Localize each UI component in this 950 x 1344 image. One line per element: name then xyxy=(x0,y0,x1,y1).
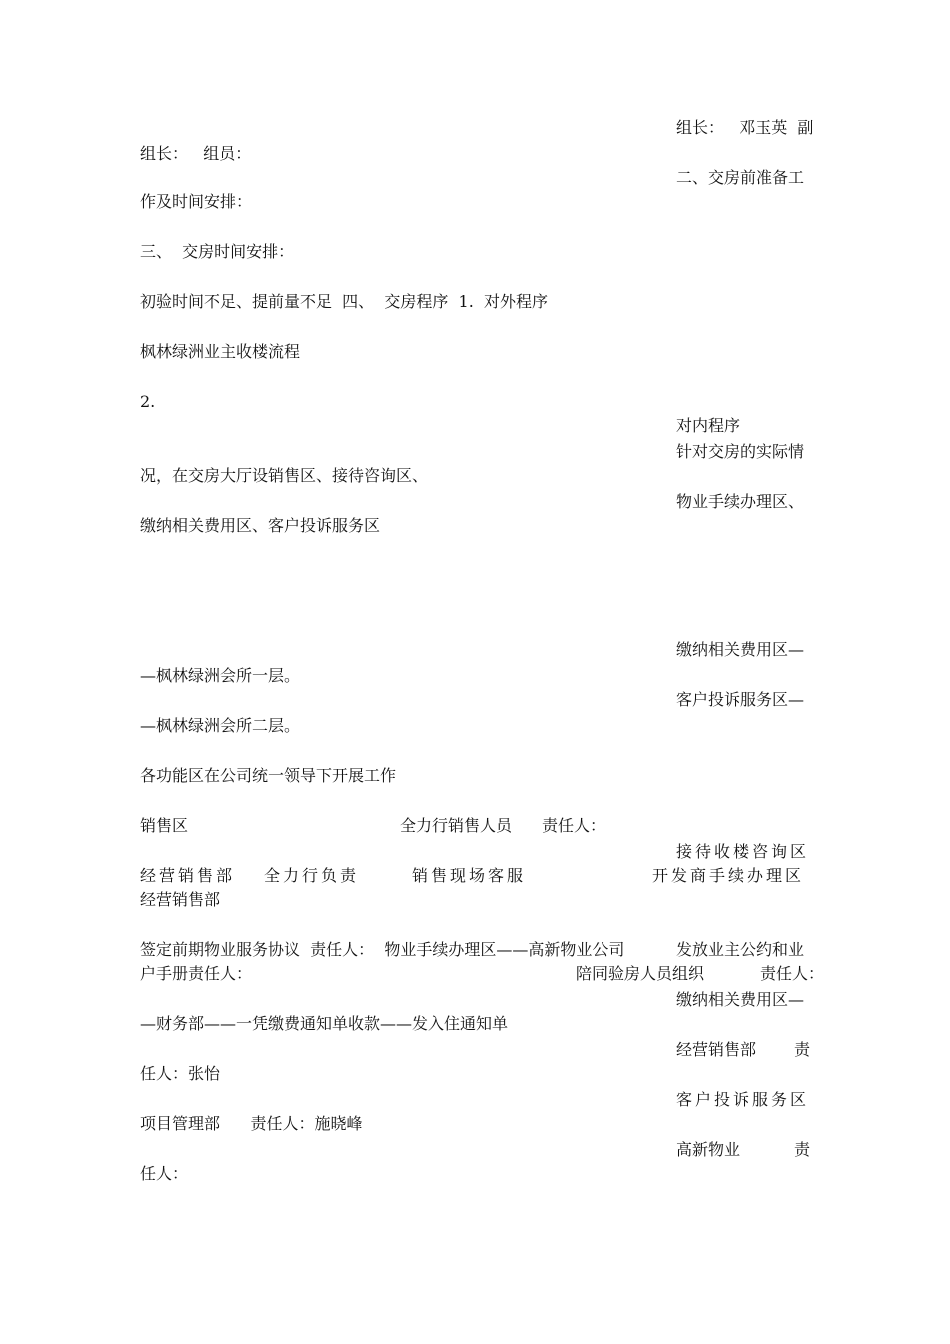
text-line: —枫林绿洲会所二层。 xyxy=(140,716,301,735)
text-line: —枫林绿洲会所一层。 xyxy=(140,666,301,685)
text-line: 责 xyxy=(794,1140,811,1159)
text-line: 各功能区在公司统一领导下开展工作 xyxy=(140,766,397,785)
text-line: 陪同验房人员组织 xyxy=(576,964,705,983)
text-line: 销售区 xyxy=(140,816,189,835)
text-line: 对内程序 xyxy=(676,416,741,435)
text-line: 客户投诉服务区— xyxy=(676,690,805,709)
text-line: —财务部——一凭缴费通知单收款——发入住通知单 xyxy=(140,1014,509,1033)
text-line: 高新物业 xyxy=(676,1140,741,1159)
text-line: 经营销售部 xyxy=(140,866,236,885)
text-line: 初验时间不足、提前量不足 四、 交房程序 1. 对外程序 xyxy=(140,292,548,311)
text-line: 责任人： xyxy=(542,816,607,835)
text-line: 户手册责任人： xyxy=(140,964,253,983)
text-line: 三、 交房时间安排： xyxy=(140,242,295,261)
text-line: 况，在交房大厅设销售区、接待咨询区、 xyxy=(140,466,429,485)
text-line: 责 xyxy=(794,1040,811,1059)
text-line: 缴纳相关费用区— xyxy=(676,990,805,1009)
text-line: 发放业主公约和业 xyxy=(676,940,805,959)
text-line: 接待收楼咨询区 xyxy=(676,842,810,861)
text-line: 项目管理部 责任人：施晓峰 xyxy=(140,1114,363,1133)
text-line: 经营销售部 xyxy=(140,890,221,909)
text-line: 二、交房前准备工 xyxy=(676,168,805,187)
text-line: 针对交房的实际情 xyxy=(676,442,805,461)
text-line: 开发商手续办理区 xyxy=(652,866,805,885)
text-line: 任人：张怡 xyxy=(140,1064,221,1083)
text-line: 全力行销售人员 xyxy=(400,816,513,835)
text-line: 枫林绿洲业主收楼流程 xyxy=(140,342,301,361)
text-line: 任人： xyxy=(140,1164,189,1183)
text-line: 组长： 组员： xyxy=(140,144,252,163)
text-line: 2. xyxy=(140,392,156,411)
text-line: 责任人： xyxy=(760,964,825,983)
text-line: 物业手续办理区、 xyxy=(676,492,805,511)
text-line: 销售现场客服 xyxy=(412,866,527,885)
text-line: 签定前期物业服务协议 责任人： 物业手续办理区——高新物业公司 xyxy=(140,940,625,959)
text-line: 作及时间安排： xyxy=(140,192,253,211)
text-line: 客户投诉服务区 xyxy=(676,1090,810,1109)
text-line: 组长： 邓玉英 副 xyxy=(676,118,814,137)
text-line: 全力行负责 xyxy=(264,866,360,885)
text-line: 经营销售部 xyxy=(676,1040,757,1059)
text-line: 缴纳相关费用区、客户投诉服务区 xyxy=(140,516,381,535)
text-line: 缴纳相关费用区— xyxy=(676,640,805,659)
